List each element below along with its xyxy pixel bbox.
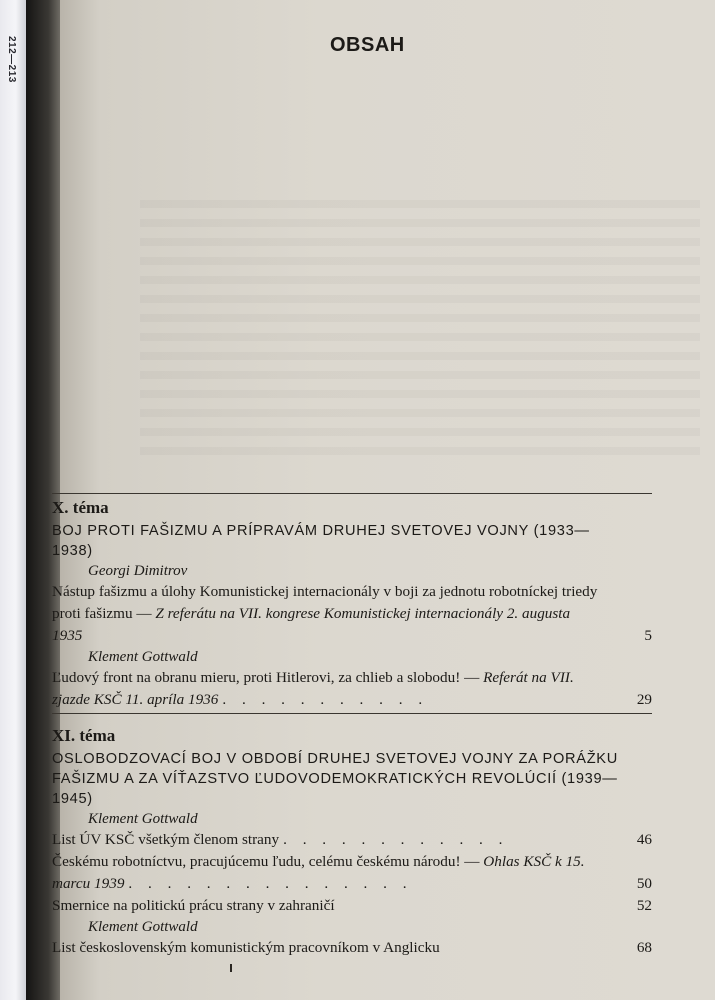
entry-title-plain: Nástup fašizmu a úlohy Komunistickej internacionály v boji za jednotu robotníckej triedy proti fašizmu — [52, 583, 598, 622]
theme-heading: XI. téma [52, 726, 116, 745]
dot-leader: . . . . . . . . . . . . . . . [128, 875, 413, 892]
page-number: 46 [636, 831, 652, 848]
entry-author: Klement Gottwald [88, 919, 198, 935]
section-divider [52, 713, 652, 714]
book-spine [0, 0, 26, 1000]
spine-label: 212—213 [6, 36, 17, 83]
show-through-text [140, 200, 700, 460]
theme-section-x [52, 497, 652, 711]
entry-title-plain: Ľudový front na obranu mieru, proti Hitlerovi, za chlieb a slobodu! — [52, 669, 484, 686]
entry-title [52, 895, 602, 917]
page-title: OBSAH [330, 34, 405, 56]
entry-title-italic: Z referátu na VII. kongrese Komunistickej internacionály 2. augusta 1935 [52, 605, 571, 644]
theme-title: OSLOBODZOVACÍ BOJ V OBDOBÍ DRUHEJ SVETOVEJ VOJNY ZA PORÁŽKU FAŠIZMU A ZA VÍŤAZSTVO ĽUDOVODEMOKRATICKÝCH REVOLÚCIÍ (1939—1945) [52, 751, 618, 807]
print-mark [230, 964, 232, 972]
theme-heading: X. téma [52, 498, 109, 517]
toc-entry[interactable] [52, 895, 652, 917]
page-number: 50 [636, 875, 652, 892]
toc-entry[interactable] [52, 581, 652, 647]
toc-entry[interactable] [52, 667, 652, 711]
entry-title-plain: Českému robotníctvu, pracujúcemu ľudu, celému českému národu! — [52, 853, 484, 870]
entry-title-plain: Smernice na politickú prácu strany v zahraničí [52, 897, 335, 914]
toc-entry[interactable] [52, 851, 652, 895]
entry-author: Georgi Dimitrov [88, 563, 188, 579]
entry-title-italic: Ohlas KSČ k 15. marcu 1939 [52, 853, 585, 892]
toc-entry[interactable] [52, 829, 652, 851]
entry-title-plain: List ÚV KSČ všetkým členom strany [52, 831, 280, 848]
theme-title: BOJ PROTI FAŠIZMU A PRÍPRAVÁM DRUHEJ SVETOVEJ VOJNY (1933—1938) [52, 523, 590, 559]
entry-title [52, 829, 602, 851]
dot-leader: . . . . . . . . . . . . [283, 831, 509, 848]
page-number: 29 [636, 691, 652, 708]
entry-title [52, 851, 602, 895]
entry-author: Klement Gottwald [88, 811, 198, 827]
dot-leader: . . . . . . . . . . . [222, 691, 429, 708]
page-number: 52 [636, 897, 652, 914]
section-divider [52, 493, 652, 494]
theme-section-xi [52, 725, 652, 959]
entry-title [52, 667, 602, 711]
page-number: 5 [644, 627, 652, 644]
page-number: 68 [636, 939, 652, 956]
entry-title-italic: Referát na VII. zjazde KSČ 11. apríla 1936 [52, 669, 574, 708]
entry-title [52, 937, 602, 959]
entry-author: Klement Gottwald [88, 649, 198, 665]
entry-title [52, 581, 602, 647]
toc-entry[interactable] [52, 937, 652, 959]
entry-title-plain: List československým komunistickým pracovníkom v Anglicku [52, 939, 440, 956]
